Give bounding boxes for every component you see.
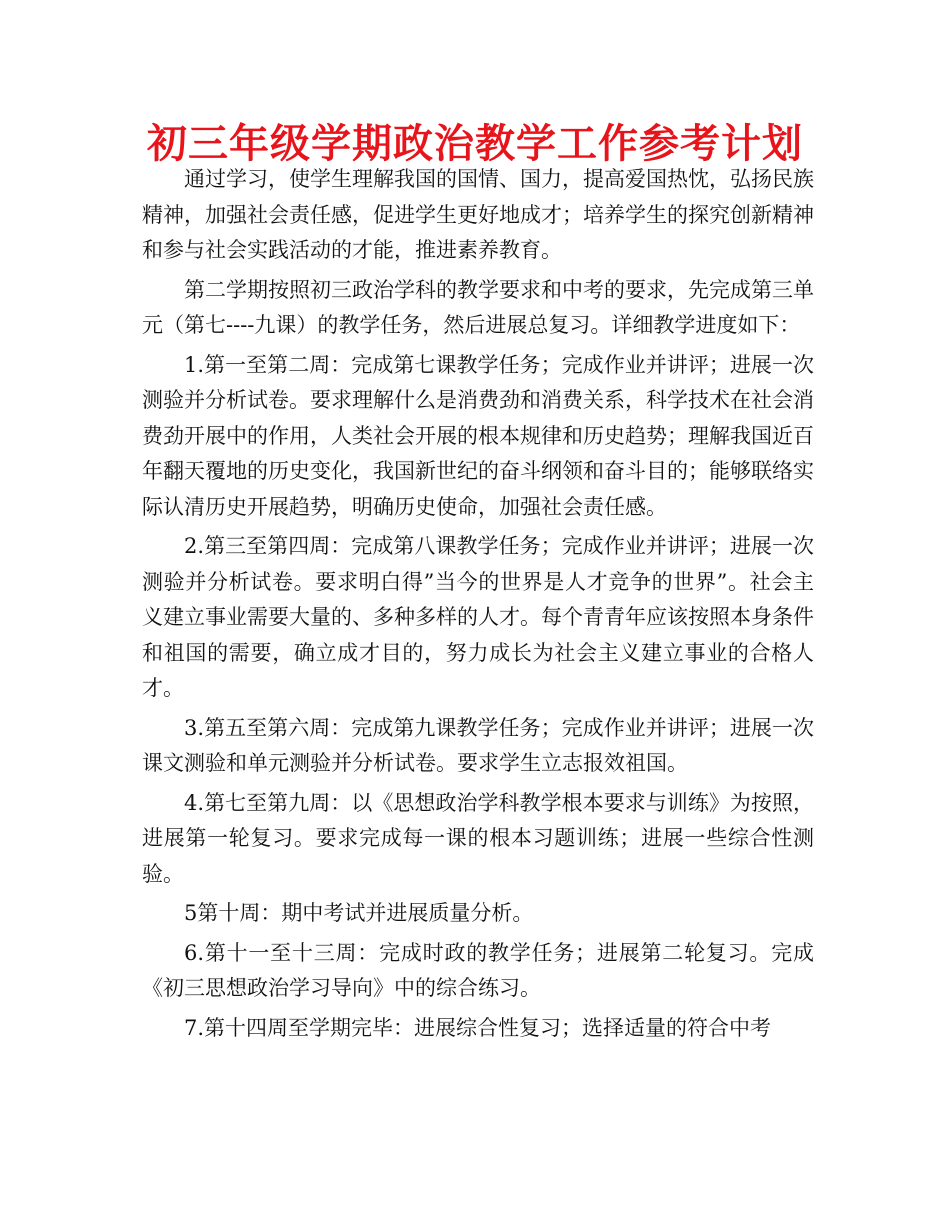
document-title: 初三年级学期政治教学工作参考计划	[147, 121, 803, 167]
paragraph-8: 6.第十一至十三周：完成时政的教学任务；进展第二轮复习。完成《初三思想政治学习导向》中的综合练习。	[142, 940, 814, 1000]
document-body	[142, 162, 814, 1050]
paragraph-5: 3.第五至第六周：完成第九课教学任务；完成作业并讲评；进展一次课文测验和单元测验并分析试卷。要求学生立志报效祖国。	[142, 715, 814, 775]
paragraph-9: 7.第十四周至学期完毕：进展综合性复习；选择适量的符合中考	[184, 1015, 772, 1040]
paragraph-4: 2.第三至第四周：完成第八课教学任务；完成作业并讲评；进展一次测验并分析试卷。要求明白得”当今的世界是人才竞争的世界”。社会主义建立事业需要大量的、多种多样的人才。每个青青年应该按照本身条件和祖国的需要，确立成才目的，努力成长为社会主义建立事业的合格人才。	[142, 534, 814, 700]
paragraph-7: 5第十周：期中考试并进展质量分析。	[184, 901, 534, 925]
paragraph-6: 4.第七至第九周：以《思想政治学科教学根本要求与训练》为按照，进展第一轮复习。要求完成每一课的根本习题训练；进展一些综合性测验。	[142, 790, 814, 886]
paragraph-1: 通过学习，使学生理解我国的国情、国力，提高爱国热忱，弘扬民族精神，加强社会责任感，促进学生更好地成才；培养学生的探究创新精神和参与社会实践活动的才能，推进素养教育。	[142, 167, 814, 262]
paragraph-3: 1.第一至第二周：完成第七课教学任务；完成作业并讲评；进展一次测验并分析试卷。要求理解什么是消费劲和消费关系，科学技术在社会消费劲开展中的作用，人类社会开展的根本规律和历史趋势；理解我国近百年翻天覆地的历史变化，我国新世纪的奋斗纲领和奋斗目的；能够联络实际认清历史开展趋势，明确历史使命，加强社会责任感。	[142, 352, 814, 519]
paragraph-2: 第二学期按照初三政治学科的教学要求和中考的要求，先完成第三单元（第七----九课）的教学任务，然后进展总复习。详细教学进度如下：	[142, 277, 814, 337]
